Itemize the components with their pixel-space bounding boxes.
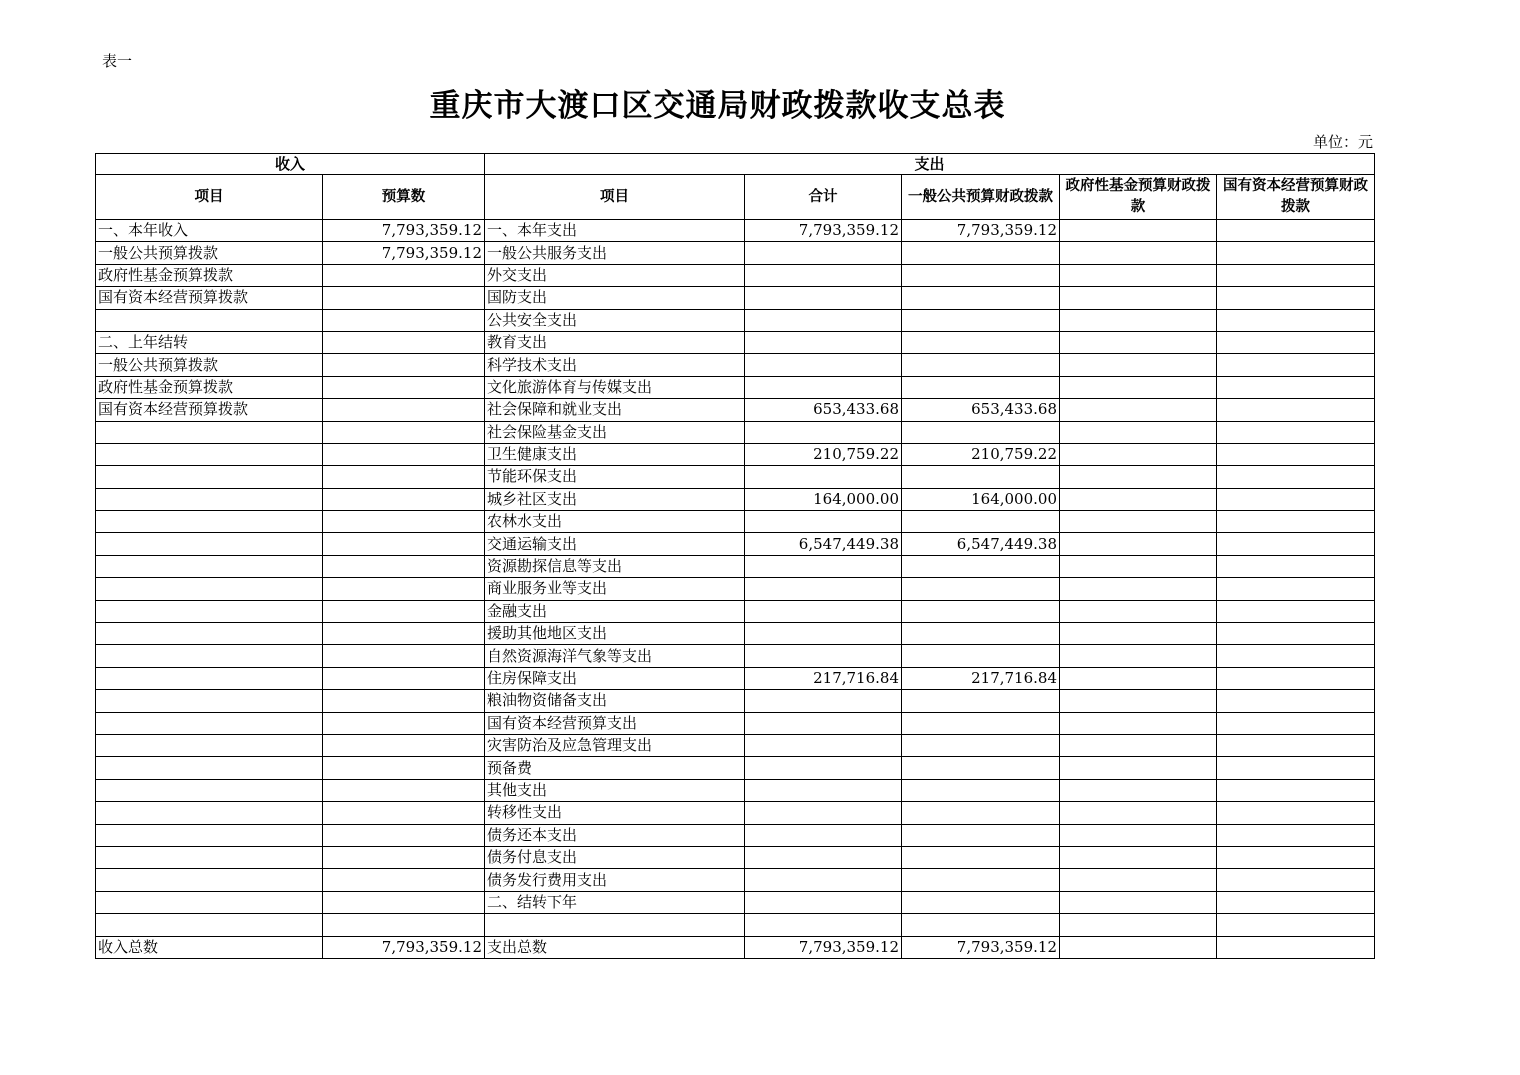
general-budget-cell [902, 824, 1060, 846]
income-budget-cell: 7,793,359.12 [323, 242, 485, 264]
income-budget-cell [323, 466, 485, 488]
income-budget-cell [323, 578, 485, 600]
expense-item-cell: 灾害防治及应急管理支出 [485, 734, 745, 756]
state-capital-cell [1217, 712, 1375, 734]
gov-fund-cell [1060, 331, 1217, 353]
general-budget-cell [902, 645, 1060, 667]
table-row [96, 667, 1375, 689]
table-row [96, 533, 1375, 555]
state-capital-cell [1217, 667, 1375, 689]
total-cell [745, 645, 902, 667]
general-budget-cell [902, 914, 1060, 936]
table-row [96, 600, 1375, 622]
header-general-budget: 一般公共预算财政拨款 [902, 175, 1060, 220]
gov-fund-cell [1060, 399, 1217, 421]
gov-fund-cell [1060, 712, 1217, 734]
state-capital-cell [1217, 354, 1375, 376]
gov-fund-cell [1060, 264, 1217, 286]
general-budget-cell [902, 264, 1060, 286]
gov-fund-cell [1060, 936, 1217, 958]
table-row [96, 869, 1375, 891]
total-cell [745, 354, 902, 376]
expense-item-cell: 国有资本经营预算支出 [485, 712, 745, 734]
table-row [96, 846, 1375, 868]
table-row [96, 264, 1375, 286]
general-budget-cell [902, 802, 1060, 824]
header-total: 合计 [745, 175, 902, 220]
total-cell [745, 623, 902, 645]
expense-item-cell: 教育支出 [485, 331, 745, 353]
unit-label: 单位：元 [1312, 133, 1373, 151]
expense-item-cell: 科学技术支出 [485, 354, 745, 376]
general-budget-cell: 210,759.22 [902, 443, 1060, 465]
income-item-cell [96, 443, 323, 465]
income-budget-cell [323, 690, 485, 712]
total-cell [745, 891, 902, 913]
state-capital-cell [1217, 466, 1375, 488]
income-item-cell [96, 734, 323, 756]
total-cell [745, 511, 902, 533]
gov-fund-cell [1060, 287, 1217, 309]
general-budget-cell [902, 309, 1060, 331]
income-item-cell [96, 757, 323, 779]
total-cell [745, 309, 902, 331]
state-capital-cell [1217, 578, 1375, 600]
total-cell [745, 376, 902, 398]
header-expense-item: 项目 [485, 175, 745, 220]
table-row [96, 578, 1375, 600]
income-budget-cell [323, 824, 485, 846]
income-item-cell [96, 712, 323, 734]
gov-fund-cell [1060, 600, 1217, 622]
state-capital-cell [1217, 914, 1375, 936]
table-row [96, 399, 1375, 421]
income-budget-cell [323, 869, 485, 891]
header-gov-fund: 政府性基金预算财政拨款 [1060, 175, 1217, 220]
expense-section-header: 支出 [485, 154, 1375, 175]
state-capital-cell [1217, 936, 1375, 958]
income-budget-cell [323, 399, 485, 421]
state-capital-cell [1217, 846, 1375, 868]
state-capital-cell [1217, 443, 1375, 465]
general-budget-cell [902, 511, 1060, 533]
income-budget-cell [323, 779, 485, 801]
header-income-budget: 预算数 [323, 175, 485, 220]
income-item-cell [96, 533, 323, 555]
expense-item-cell: 卫生健康支出 [485, 443, 745, 465]
income-budget-cell [323, 376, 485, 398]
income-budget-cell [323, 757, 485, 779]
income-item-cell: 一般公共预算拨款 [96, 354, 323, 376]
total-cell [745, 824, 902, 846]
gov-fund-cell [1060, 421, 1217, 443]
state-capital-cell [1217, 555, 1375, 577]
expense-item-cell: 债务还本支出 [485, 824, 745, 846]
table-row [96, 891, 1375, 913]
expense-item-cell [485, 914, 745, 936]
gov-fund-cell [1060, 220, 1217, 242]
state-capital-cell [1217, 399, 1375, 421]
gov-fund-cell [1060, 779, 1217, 801]
table-row [96, 914, 1375, 936]
general-budget-cell [902, 846, 1060, 868]
state-capital-cell [1217, 623, 1375, 645]
total-cell: 7,793,359.12 [745, 220, 902, 242]
state-capital-cell [1217, 331, 1375, 353]
income-budget-cell [323, 712, 485, 734]
state-capital-cell [1217, 645, 1375, 667]
expense-item-cell: 债务发行费用支出 [485, 869, 745, 891]
table-row [96, 690, 1375, 712]
header-income-item: 项目 [96, 175, 323, 220]
total-cell [745, 914, 902, 936]
expense-item-cell: 一、本年支出 [485, 220, 745, 242]
income-budget-cell [323, 891, 485, 913]
general-budget-cell: 653,433.68 [902, 399, 1060, 421]
income-item-cell [96, 667, 323, 689]
general-budget-cell [902, 242, 1060, 264]
gov-fund-cell [1060, 869, 1217, 891]
general-budget-cell: 7,793,359.12 [902, 220, 1060, 242]
general-budget-cell [902, 757, 1060, 779]
expense-item-cell: 社会保障和就业支出 [485, 399, 745, 421]
table-row [96, 779, 1375, 801]
table-row [96, 220, 1375, 242]
income-budget-cell [323, 354, 485, 376]
expense-item-cell: 商业服务业等支出 [485, 578, 745, 600]
table-row [96, 354, 1375, 376]
general-budget-cell: 7,793,359.12 [902, 936, 1060, 958]
state-capital-cell [1217, 600, 1375, 622]
total-cell [745, 555, 902, 577]
income-budget-cell [323, 421, 485, 443]
gov-fund-cell [1060, 242, 1217, 264]
income-budget-cell [323, 443, 485, 465]
expense-item-cell: 公共安全支出 [485, 309, 745, 331]
general-budget-cell [902, 779, 1060, 801]
state-capital-cell [1217, 287, 1375, 309]
table-row [96, 623, 1375, 645]
state-capital-cell [1217, 734, 1375, 756]
income-budget-cell [323, 331, 485, 353]
income-item-cell [96, 846, 323, 868]
general-budget-cell [902, 466, 1060, 488]
gov-fund-cell [1060, 734, 1217, 756]
expense-item-cell: 二、结转下年 [485, 891, 745, 913]
section-header-row [96, 154, 1375, 175]
table-label: 表一 [102, 52, 133, 70]
income-item-cell [96, 578, 323, 600]
income-budget-cell [323, 645, 485, 667]
total-cell [745, 421, 902, 443]
total-cell [745, 712, 902, 734]
total-cell: 164,000.00 [745, 488, 902, 510]
table-row [96, 824, 1375, 846]
income-budget-cell [323, 914, 485, 936]
state-capital-cell [1217, 309, 1375, 331]
gov-fund-cell [1060, 824, 1217, 846]
gov-fund-cell [1060, 533, 1217, 555]
state-capital-cell [1217, 242, 1375, 264]
table-row [96, 488, 1375, 510]
expense-item-cell: 援助其他地区支出 [485, 623, 745, 645]
income-item-cell: 国有资本经营预算拨款 [96, 287, 323, 309]
state-capital-cell [1217, 891, 1375, 913]
general-budget-cell [902, 331, 1060, 353]
table-row [96, 645, 1375, 667]
income-item-cell: 二、上年结转 [96, 331, 323, 353]
general-budget-cell [902, 421, 1060, 443]
income-item-cell: 一、本年收入 [96, 220, 323, 242]
income-item-cell [96, 309, 323, 331]
total-cell [745, 734, 902, 756]
general-budget-cell: 164,000.00 [902, 488, 1060, 510]
gov-fund-cell [1060, 555, 1217, 577]
expense-item-cell: 一般公共服务支出 [485, 242, 745, 264]
income-item-cell [96, 600, 323, 622]
total-cell [745, 779, 902, 801]
table-row [96, 555, 1375, 577]
expense-item-cell: 城乡社区支出 [485, 488, 745, 510]
state-capital-cell [1217, 376, 1375, 398]
gov-fund-cell [1060, 376, 1217, 398]
expense-item-cell: 其他支出 [485, 779, 745, 801]
income-item-cell [96, 488, 323, 510]
total-cell [745, 466, 902, 488]
general-budget-cell [902, 891, 1060, 913]
income-item-cell [96, 802, 323, 824]
state-capital-cell [1217, 869, 1375, 891]
general-budget-cell: 6,547,449.38 [902, 533, 1060, 555]
income-item-cell: 政府性基金预算拨款 [96, 264, 323, 286]
state-capital-cell [1217, 533, 1375, 555]
total-cell [745, 600, 902, 622]
expense-item-cell: 文化旅游体育与传媒支出 [485, 376, 745, 398]
expense-item-cell: 资源勘探信息等支出 [485, 555, 745, 577]
total-cell [745, 846, 902, 868]
income-item-cell [96, 466, 323, 488]
gov-fund-cell [1060, 511, 1217, 533]
table-row [96, 331, 1375, 353]
income-item-cell: 收入总数 [96, 936, 323, 958]
income-budget-cell [323, 667, 485, 689]
income-item-cell [96, 824, 323, 846]
table-row [96, 287, 1375, 309]
gov-fund-cell [1060, 690, 1217, 712]
general-budget-cell [902, 287, 1060, 309]
gov-fund-cell [1060, 891, 1217, 913]
state-capital-cell [1217, 757, 1375, 779]
expense-item-cell: 预备费 [485, 757, 745, 779]
expense-item-cell: 外交支出 [485, 264, 745, 286]
income-budget-cell [323, 734, 485, 756]
total-cell [745, 287, 902, 309]
gov-fund-cell [1060, 645, 1217, 667]
gov-fund-cell [1060, 623, 1217, 645]
income-item-cell [96, 914, 323, 936]
general-budget-cell [902, 376, 1060, 398]
table-row [96, 242, 1375, 264]
state-capital-cell [1217, 511, 1375, 533]
table-row [96, 936, 1375, 958]
general-budget-cell [902, 734, 1060, 756]
general-budget-cell: 217,716.84 [902, 667, 1060, 689]
income-item-cell [96, 555, 323, 577]
expense-item-cell: 粮油物资储备支出 [485, 690, 745, 712]
state-capital-cell [1217, 824, 1375, 846]
column-header-row [96, 175, 1375, 220]
total-cell: 7,793,359.12 [745, 936, 902, 958]
total-cell: 217,716.84 [745, 667, 902, 689]
general-budget-cell [902, 578, 1060, 600]
table-row [96, 443, 1375, 465]
income-item-cell [96, 421, 323, 443]
gov-fund-cell [1060, 667, 1217, 689]
total-cell [745, 757, 902, 779]
expense-item-cell: 国防支出 [485, 287, 745, 309]
income-item-cell [96, 779, 323, 801]
expense-item-cell: 转移性支出 [485, 802, 745, 824]
income-item-cell [96, 511, 323, 533]
income-budget-cell [323, 623, 485, 645]
expense-item-cell: 交通运输支出 [485, 533, 745, 555]
income-budget-cell [323, 802, 485, 824]
income-budget-cell [323, 846, 485, 868]
income-item-cell [96, 869, 323, 891]
income-budget-cell: 7,793,359.12 [323, 220, 485, 242]
general-budget-cell [902, 555, 1060, 577]
income-budget-cell [323, 287, 485, 309]
income-item-cell [96, 891, 323, 913]
general-budget-cell [902, 354, 1060, 376]
gov-fund-cell [1060, 846, 1217, 868]
expense-item-cell: 债务付息支出 [485, 846, 745, 868]
gov-fund-cell [1060, 309, 1217, 331]
expense-item-cell: 农林水支出 [485, 511, 745, 533]
income-section-header: 收入 [96, 154, 485, 175]
income-budget-cell: 7,793,359.12 [323, 936, 485, 958]
income-budget-cell [323, 511, 485, 533]
income-budget-cell [323, 488, 485, 510]
expense-item-cell: 社会保险基金支出 [485, 421, 745, 443]
table-row [96, 376, 1375, 398]
gov-fund-cell [1060, 354, 1217, 376]
income-budget-cell [323, 264, 485, 286]
table-row [96, 309, 1375, 331]
table-row [96, 511, 1375, 533]
state-capital-cell [1217, 779, 1375, 801]
page-title: 重庆市大渡口区交通局财政拨款收支总表 [429, 88, 1006, 124]
table-row [96, 421, 1375, 443]
gov-fund-cell [1060, 757, 1217, 779]
total-cell [745, 690, 902, 712]
total-cell [745, 869, 902, 891]
total-cell: 210,759.22 [745, 443, 902, 465]
total-cell [745, 578, 902, 600]
general-budget-cell [902, 712, 1060, 734]
total-cell [745, 331, 902, 353]
expense-item-cell: 支出总数 [485, 936, 745, 958]
expense-item-cell: 金融支出 [485, 600, 745, 622]
table-row [96, 712, 1375, 734]
general-budget-cell [902, 690, 1060, 712]
general-budget-cell [902, 869, 1060, 891]
expense-item-cell: 住房保障支出 [485, 667, 745, 689]
state-capital-cell [1217, 690, 1375, 712]
state-capital-cell [1217, 220, 1375, 242]
header-state-capital: 国有资本经营预算财政拨款 [1217, 175, 1375, 220]
gov-fund-cell [1060, 802, 1217, 824]
state-capital-cell [1217, 421, 1375, 443]
total-cell [745, 802, 902, 824]
income-item-cell [96, 645, 323, 667]
expense-item-cell: 节能环保支出 [485, 466, 745, 488]
expense-item-cell: 自然资源海洋气象等支出 [485, 645, 745, 667]
table-row [96, 466, 1375, 488]
income-item-cell: 国有资本经营预算拨款 [96, 399, 323, 421]
income-item-cell [96, 623, 323, 645]
income-item-cell: 政府性基金预算拨款 [96, 376, 323, 398]
gov-fund-cell [1060, 443, 1217, 465]
gov-fund-cell [1060, 578, 1217, 600]
table-row [96, 757, 1375, 779]
general-budget-cell [902, 623, 1060, 645]
income-item-cell [96, 690, 323, 712]
gov-fund-cell [1060, 914, 1217, 936]
budget-summary-table [95, 153, 1375, 959]
state-capital-cell [1217, 264, 1375, 286]
gov-fund-cell [1060, 466, 1217, 488]
gov-fund-cell [1060, 488, 1217, 510]
income-budget-cell [323, 555, 485, 577]
state-capital-cell [1217, 802, 1375, 824]
income-budget-cell [323, 309, 485, 331]
income-item-cell: 一般公共预算拨款 [96, 242, 323, 264]
total-cell [745, 242, 902, 264]
general-budget-cell [902, 600, 1060, 622]
state-capital-cell [1217, 488, 1375, 510]
total-cell [745, 264, 902, 286]
income-budget-cell [323, 600, 485, 622]
table-row [96, 734, 1375, 756]
table-row [96, 802, 1375, 824]
total-cell: 653,433.68 [745, 399, 902, 421]
income-budget-cell [323, 533, 485, 555]
total-cell: 6,547,449.38 [745, 533, 902, 555]
